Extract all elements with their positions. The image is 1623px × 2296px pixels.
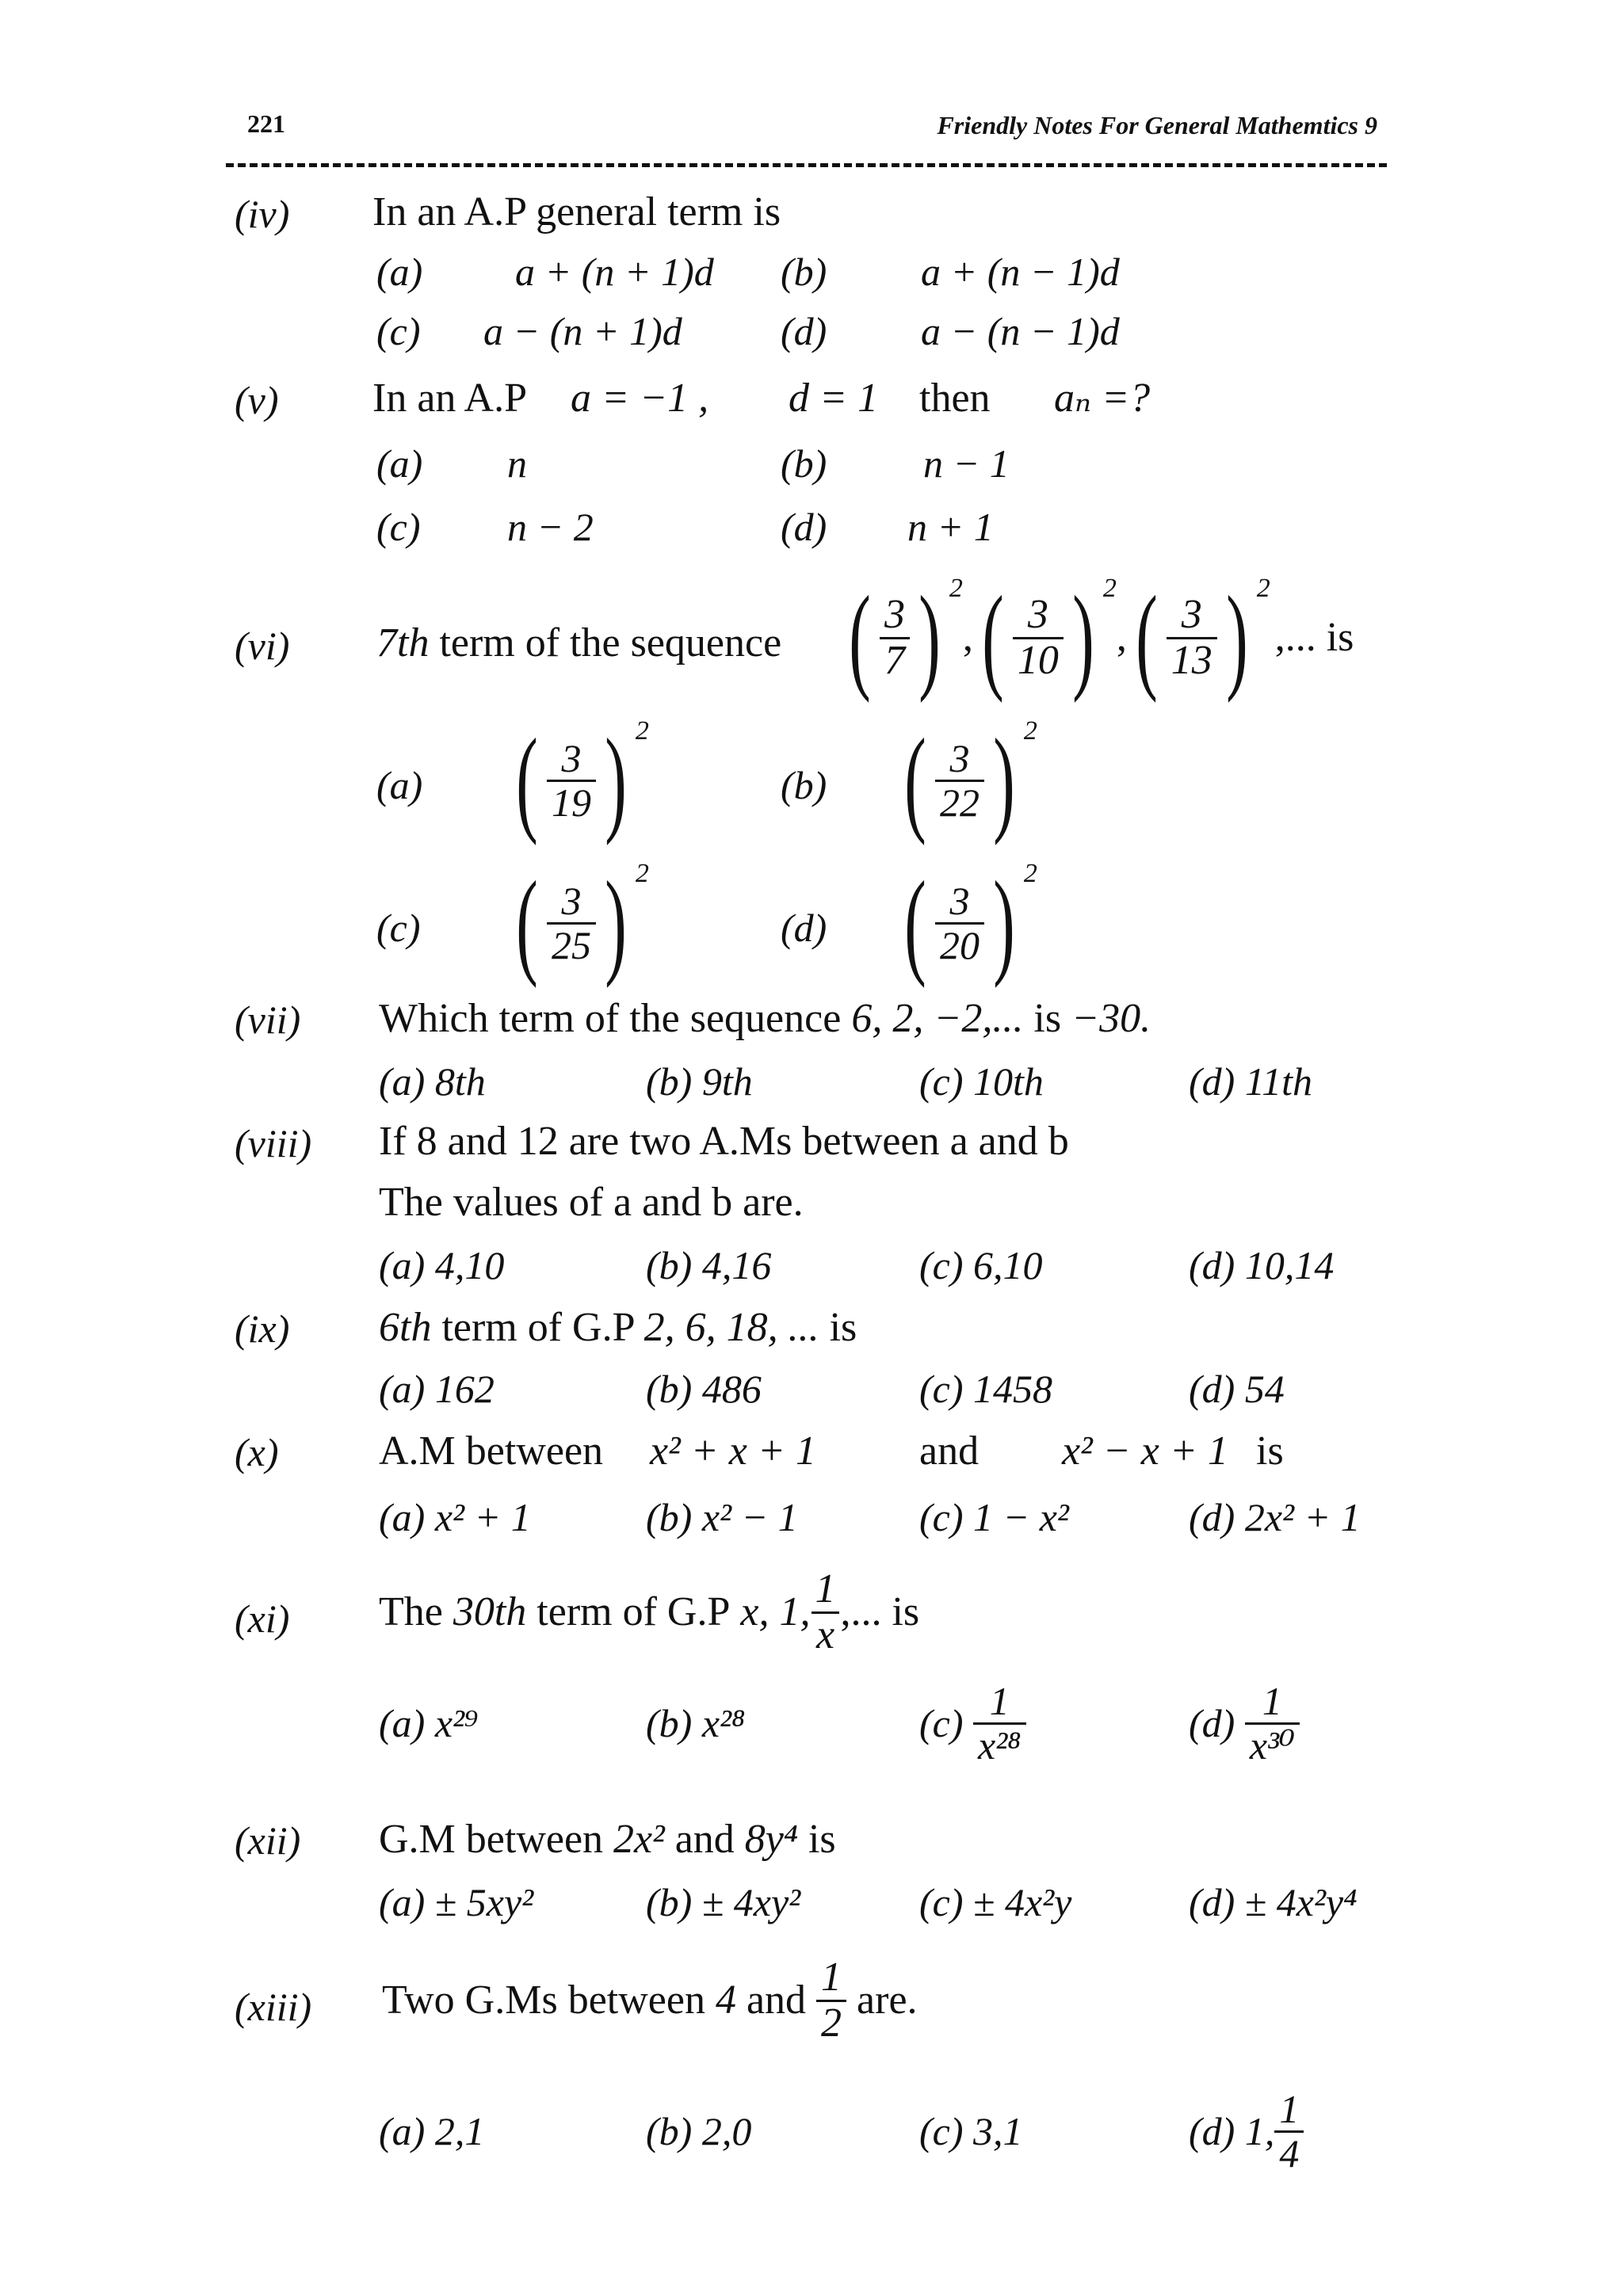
option-label: (d) (781, 906, 827, 950)
option-value: a + (n − 1)d (921, 250, 1120, 294)
option-label: (a) (379, 1880, 426, 1924)
frac-denominator: 10 (1013, 637, 1064, 683)
frac-numerator: 3 (1181, 591, 1202, 637)
conjunction: and (746, 1978, 807, 2023)
option-value: 10,14 (1244, 1243, 1335, 1287)
frac-denominator: 19 (547, 780, 596, 824)
question-body-c: term of G.P (537, 1589, 731, 1634)
question-ask: aₙ =? (1054, 376, 1151, 421)
frac-numerator: 1 (821, 1954, 842, 2000)
option-label: (a) (379, 1701, 426, 1745)
option-label: (c) (919, 1367, 964, 1411)
option-value: ± 4x²y⁴ (1244, 1880, 1358, 1924)
option-item (646, 2111, 751, 2151)
option-value: x² − 1 (701, 1495, 798, 1539)
option-item (646, 1059, 753, 1104)
question-number: (xi) (235, 1596, 290, 1641)
option-value: ± 4xy² (701, 1880, 801, 1924)
option-value: 4,10 (434, 1243, 505, 1287)
frac-denominator: 4 (1274, 2130, 1304, 2175)
frac-denominator: 13 (1167, 637, 1217, 683)
question-number: (vi) (235, 624, 290, 668)
question-text: In an A.P general term is (372, 189, 781, 235)
question-text (379, 1307, 857, 1348)
option-item (919, 1245, 1043, 1285)
option-label: (c) (919, 1243, 964, 1287)
option-value: ( $\frac{3}{22}$ ) 2 (904, 715, 1037, 846)
option-item (919, 1059, 1044, 1104)
option-label: (c) (919, 1495, 964, 1539)
frac-numerator: 3 (1027, 591, 1048, 637)
option-label: (d) (1189, 1495, 1235, 1539)
question-text: If 8 and 12 are two A.Ms between a and b (379, 1119, 1069, 1164)
option-value: 4,16 (701, 1243, 772, 1287)
frac-numerator: 3 (561, 736, 582, 780)
option-item (379, 1497, 531, 1537)
question-body: term of G.P (441, 1305, 634, 1350)
frac-numerator: 3 (949, 879, 970, 923)
question-ordinal: 7th (376, 620, 430, 666)
option-label: (a) (379, 1059, 426, 1104)
option-label: (d) (781, 309, 827, 353)
question-number: (vii) (235, 997, 301, 1042)
question-body: Which term of the sequence (379, 996, 842, 1041)
sequence-tail: ,... is (1274, 615, 1354, 660)
question-body: G.M between (379, 1817, 604, 1862)
option-label: (a) (376, 441, 423, 486)
sequence-fraction (810, 1568, 840, 1657)
option-label: (d) (1189, 2109, 1235, 2153)
option-value: 54 (1244, 1367, 1285, 1411)
question-number: (iv) (235, 192, 290, 236)
option-value: 10th (973, 1059, 1044, 1104)
option-label: (a) (379, 1243, 426, 1287)
option-label: (d) (1189, 1880, 1235, 1924)
option-label: (c) (919, 2109, 964, 2153)
option-label: (b) (646, 1701, 693, 1745)
frac-denominator: x²⁸ (973, 1722, 1026, 1767)
option-value: ± 4x²y (973, 1880, 1072, 1924)
option-value: 11th (1244, 1059, 1312, 1104)
option-label: (d) (1189, 1059, 1235, 1104)
option-label: (b) (781, 763, 827, 807)
option-label: (a) (379, 2109, 426, 2153)
seq-term: ( $\frac{3}{10}$ ) 2 (982, 572, 1117, 704)
option-value: 8th (434, 1059, 486, 1104)
frac-numerator: 1 (1262, 1679, 1282, 1723)
option-item (1189, 1882, 1358, 1922)
question-text: In an A.P (372, 376, 527, 421)
option-label: (d) (1189, 1243, 1235, 1287)
option-item (1189, 1059, 1312, 1104)
option-item (1189, 1245, 1334, 1285)
sequence-start: x, 1, (740, 1589, 811, 1634)
option-label: (b) (646, 1367, 693, 1411)
frac-denominator: 22 (935, 780, 984, 824)
seq-term: ( $\frac{3}{7}$ ) 2 (849, 572, 963, 704)
option-item (919, 1882, 1071, 1922)
option-item (379, 1703, 478, 1743)
option-label: (c) (919, 1059, 964, 1104)
conjunction: and (919, 1428, 980, 1474)
exponent: 2 (1023, 716, 1037, 746)
question-ordinal: 6th (379, 1305, 432, 1350)
option-value: 486 (701, 1367, 762, 1411)
option-value: 2,1 (434, 2109, 485, 2153)
question-number: (x) (235, 1430, 279, 1474)
question-text (376, 620, 782, 666)
question-ordinal: 30th (453, 1589, 527, 1634)
question-tail: is (1256, 1428, 1284, 1474)
question-text-line2: The values of a and b are. (379, 1180, 804, 1225)
option-value: ( $\frac{3}{20}$ ) 2 (904, 857, 1037, 989)
option-value: 1 − x² (973, 1495, 1069, 1539)
option-value: a − (n + 1)d (483, 309, 682, 353)
question-tail: is (1033, 996, 1062, 1041)
sequence-expression: ( $\frac{3}{7}$ ) 2 , ( $\frac{3}{10}$ ) 2 , ( $\frac{3}{13}$ ) 2 ,... is (840, 570, 1354, 705)
expression-2: x² − x + 1 (1062, 1428, 1228, 1474)
question-text-then: then (919, 376, 991, 421)
frac-numerator: 1 (989, 1679, 1010, 1723)
exponent: 2 (635, 859, 649, 888)
option-label: (c) (376, 505, 421, 549)
expression-1: 2x² (613, 1817, 665, 1862)
option-value: 3,1 (973, 2109, 1023, 2153)
option-item (919, 2111, 1023, 2151)
frac-denominator: 7 (880, 637, 910, 683)
question-tail: is (808, 1817, 836, 1862)
option-value: a − (n − 1)d (921, 309, 1120, 353)
frac-denominator: x (812, 1611, 839, 1657)
question-text (379, 998, 1151, 1039)
exponent: 2 (1102, 574, 1117, 603)
option-value: n + 1 (907, 505, 994, 549)
condition-d: d = 1 (789, 376, 879, 421)
option-item (646, 1703, 745, 1743)
option-item (379, 1245, 504, 1285)
option-value-prefix: 1, (1244, 2109, 1275, 2153)
option-label: (b) (646, 1243, 693, 1287)
question-number: (xii) (235, 1818, 301, 1863)
question-number: (v) (235, 378, 279, 422)
option-item (919, 1369, 1052, 1409)
question-body-a: The (379, 1589, 443, 1634)
condition-a: a = −1 , (571, 376, 709, 421)
value-2-fraction (816, 1956, 846, 2045)
option-item (1189, 1497, 1361, 1537)
option-label: (b) (781, 250, 827, 294)
option-label: (d) (1189, 1701, 1235, 1745)
option-label: (b) (646, 1880, 693, 1924)
option-label: (b) (646, 1495, 693, 1539)
frac-numerator: 3 (561, 879, 582, 923)
option-label: (a) (376, 763, 423, 807)
question-text (379, 1557, 919, 1668)
option-item (646, 1369, 762, 1409)
option-value: n − 2 (507, 505, 594, 549)
option-label: (a) (376, 250, 423, 294)
option-fraction (973, 1680, 1026, 1766)
header-rule (226, 163, 1387, 167)
option-value: 2,0 (701, 2109, 752, 2153)
option-item (646, 1882, 800, 1922)
option-value: ( $\frac{3}{25}$ ) 2 (516, 857, 649, 989)
option-value: 1458 (973, 1367, 1052, 1411)
option-value: 162 (434, 1367, 495, 1411)
exponent: 2 (949, 574, 963, 603)
expression-2: 8y⁴ (744, 1817, 798, 1862)
option-value: ( $\frac{3}{19}$ ) 2 (516, 715, 649, 846)
option-item (1189, 2080, 1304, 2183)
option-value: x²⁸ (701, 1701, 746, 1745)
option-item (646, 1497, 798, 1537)
option-label: (c) (919, 1701, 964, 1745)
question-body: Two G.Ms between (382, 1978, 705, 2023)
option-label: (b) (781, 441, 827, 486)
option-item (919, 1497, 1069, 1537)
page-number: 221 (247, 109, 285, 138)
option-label: (c) (376, 309, 421, 353)
book-title: Friendly Notes For General Mathemtics 9 (937, 111, 1377, 139)
frac-denominator: 2 (816, 2000, 846, 2046)
option-value: 9th (701, 1059, 753, 1104)
option-value: x²⁹ (434, 1701, 479, 1745)
question-number: (xiii) (235, 1985, 312, 2029)
option-value: x² + 1 (434, 1495, 531, 1539)
expression-1: x² + x + 1 (650, 1428, 816, 1474)
option-value: 2x² + 1 (1244, 1495, 1361, 1539)
question-text (379, 1819, 836, 1860)
frac-denominator: x³⁰ (1245, 1722, 1300, 1767)
frac-numerator: 3 (949, 736, 970, 780)
option-value: n (507, 441, 527, 486)
target-value: −30. (1071, 996, 1151, 1041)
sequence-expression: 6, 2, −2,... (851, 996, 1024, 1041)
option-label: (d) (781, 505, 827, 549)
option-value: ± 5xy² (434, 1880, 534, 1924)
option-fraction (1274, 2088, 1304, 2174)
question-body: term of the sequence (439, 620, 782, 666)
option-label: (c) (376, 906, 421, 950)
question-text (382, 1945, 918, 2056)
exponent: 2 (1256, 574, 1270, 603)
option-label: (a) (379, 1495, 426, 1539)
option-label: (b) (646, 1059, 693, 1104)
option-item (919, 1672, 1026, 1775)
frac-numerator: 1 (815, 1566, 836, 1611)
seq-term: ( $\frac{3}{13}$ ) 2 (1136, 572, 1270, 704)
question-number: (ix) (235, 1306, 290, 1351)
question-number: (viii) (235, 1121, 312, 1165)
conjunction: and (674, 1817, 735, 1862)
option-label: (c) (919, 1880, 964, 1924)
option-item (646, 1245, 771, 1285)
question-tail: ,... is (840, 1589, 920, 1634)
value-1: 4 (715, 1978, 736, 2023)
frac-numerator: 3 (884, 591, 905, 637)
option-label: (a) (379, 1367, 426, 1411)
sequence-expression: 2, 6, 18, ... (643, 1305, 819, 1350)
option-value: a + (n + 1)d (515, 250, 714, 294)
option-value: 6,10 (973, 1243, 1043, 1287)
option-item (379, 1369, 495, 1409)
option-item (379, 1882, 533, 1922)
exponent: 2 (635, 716, 649, 746)
frac-numerator: 1 (1279, 2087, 1300, 2131)
option-item (379, 2111, 484, 2151)
option-item (379, 1059, 486, 1104)
option-fraction (1245, 1680, 1300, 1766)
question-tail: are. (857, 1978, 918, 2023)
question-tail: is (829, 1305, 857, 1350)
option-item (1189, 1369, 1285, 1409)
option-value: n − 1 (923, 441, 1010, 486)
exponent: 2 (1023, 859, 1037, 888)
question-text: A.M between (379, 1428, 604, 1474)
frac-denominator: 25 (547, 922, 596, 967)
option-label: (d) (1189, 1367, 1235, 1411)
option-label: (b) (646, 2109, 693, 2153)
option-item (1189, 1672, 1300, 1775)
frac-denominator: 20 (935, 922, 984, 967)
